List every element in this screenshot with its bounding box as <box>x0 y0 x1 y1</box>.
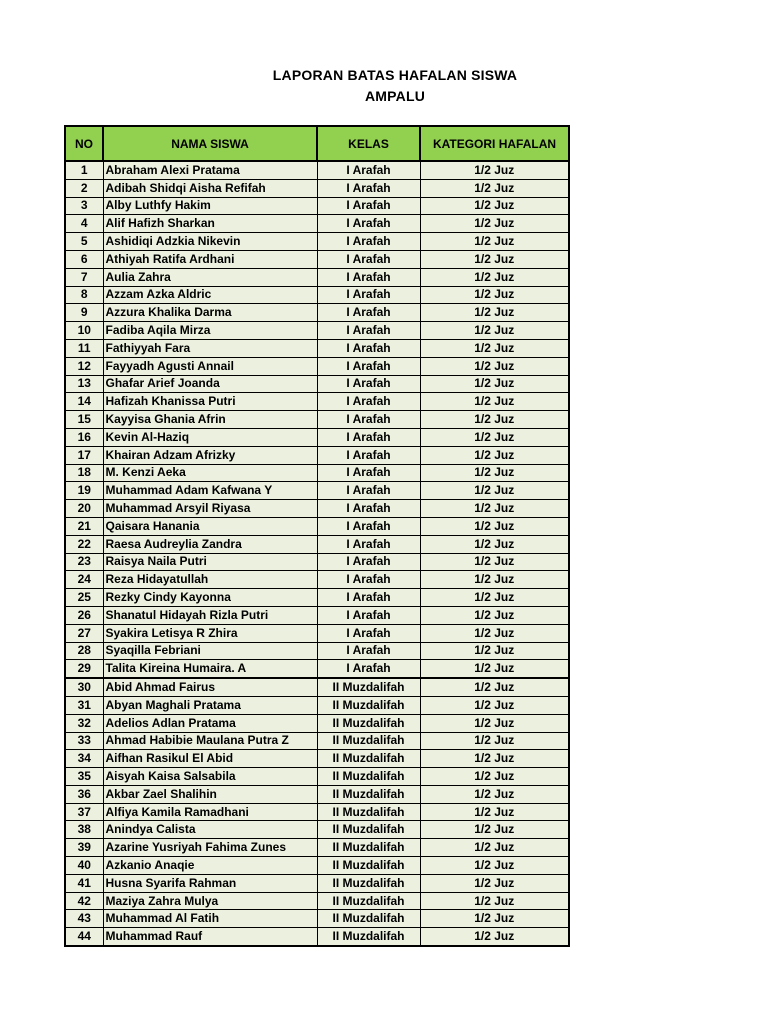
table-row <box>65 304 569 322</box>
cell-kelas: I Arafah <box>317 411 420 429</box>
cell-kategori: 1/2 Juz <box>420 446 569 464</box>
student-table <box>64 125 570 947</box>
cell-kelas: I Arafah <box>317 161 420 179</box>
table-row <box>65 517 569 535</box>
cell-no: 37 <box>65 803 103 821</box>
cell-nama: Ahmad Habibie Maulana Putra Z <box>103 732 317 750</box>
cell-kategori: 1/2 Juz <box>420 821 569 839</box>
cell-kelas: I Arafah <box>317 606 420 624</box>
cell-kategori: 1/2 Juz <box>420 500 569 518</box>
table-row <box>65 482 569 500</box>
cell-kategori: 1/2 Juz <box>420 535 569 553</box>
cell-no: 23 <box>65 553 103 571</box>
table-row <box>65 268 569 286</box>
cell-kategori: 1/2 Juz <box>420 874 569 892</box>
cell-kelas: II Muzdalifah <box>317 839 420 857</box>
cell-kelas: II Muzdalifah <box>317 696 420 714</box>
table-row <box>65 250 569 268</box>
cell-no: 5 <box>65 233 103 251</box>
table-header-row <box>65 126 569 161</box>
cell-kategori: 1/2 Juz <box>420 857 569 875</box>
cell-no: 3 <box>65 197 103 215</box>
cell-kategori: 1/2 Juz <box>420 785 569 803</box>
cell-kelas: II Muzdalifah <box>317 768 420 786</box>
cell-no: 35 <box>65 768 103 786</box>
cell-kelas: I Arafah <box>317 233 420 251</box>
table-row <box>65 161 569 179</box>
cell-kategori: 1/2 Juz <box>420 642 569 660</box>
cell-nama: Reza Hidayatullah <box>103 571 317 589</box>
cell-no: 39 <box>65 839 103 857</box>
cell-nama: Qaisara Hanania <box>103 517 317 535</box>
cell-no: 10 <box>65 322 103 340</box>
cell-kategori: 1/2 Juz <box>420 339 569 357</box>
cell-kelas: II Muzdalifah <box>317 857 420 875</box>
table-row <box>65 215 569 233</box>
cell-no: 19 <box>65 482 103 500</box>
table-row <box>65 750 569 768</box>
cell-kategori: 1/2 Juz <box>420 714 569 732</box>
table-row <box>65 393 569 411</box>
cell-nama: Azzam Azka Aldric <box>103 286 317 304</box>
table-row <box>65 322 569 340</box>
cell-nama: Ashidiqi Adzkia Nikevin <box>103 233 317 251</box>
cell-nama: Aisyah Kaisa Salsabila <box>103 768 317 786</box>
cell-nama: Fathiyyah Fara <box>103 339 317 357</box>
cell-kategori: 1/2 Juz <box>420 839 569 857</box>
table-row <box>65 803 569 821</box>
cell-no: 4 <box>65 215 103 233</box>
cell-kelas: I Arafah <box>317 339 420 357</box>
cell-nama: Kevin Al-Haziq <box>103 428 317 446</box>
cell-nama: Abraham Alexi Pratama <box>103 161 317 179</box>
cell-nama: Fadiba Aqila Mirza <box>103 322 317 340</box>
header-no: NO <box>65 126 103 161</box>
table-row <box>65 928 569 946</box>
cell-kategori: 1/2 Juz <box>420 357 569 375</box>
cell-no: 14 <box>65 393 103 411</box>
cell-no: 9 <box>65 304 103 322</box>
table-row <box>65 732 569 750</box>
cell-no: 13 <box>65 375 103 393</box>
table-row <box>65 233 569 251</box>
table-row <box>65 197 569 215</box>
cell-no: 12 <box>65 357 103 375</box>
cell-kelas: I Arafah <box>317 500 420 518</box>
cell-nama: Muhammad Adam Kafwana Y <box>103 482 317 500</box>
cell-nama: Abyan Maghali Pratama <box>103 696 317 714</box>
header-kelas: KELAS <box>317 126 420 161</box>
cell-kategori: 1/2 Juz <box>420 304 569 322</box>
cell-kategori: 1/2 Juz <box>420 375 569 393</box>
cell-no: 43 <box>65 910 103 928</box>
table-row <box>65 553 569 571</box>
cell-kelas: I Arafah <box>317 464 420 482</box>
table-row <box>65 696 569 714</box>
cell-nama: Athiyah Ratifa Ardhani <box>103 250 317 268</box>
cell-kelas: I Arafah <box>317 268 420 286</box>
cell-no: 44 <box>65 928 103 946</box>
cell-no: 20 <box>65 500 103 518</box>
cell-nama: Talita Kireina Humaira. A <box>103 660 317 678</box>
cell-kelas: I Arafah <box>317 589 420 607</box>
cell-kelas: I Arafah <box>317 428 420 446</box>
cell-kategori: 1/2 Juz <box>420 589 569 607</box>
cell-kelas: I Arafah <box>317 322 420 340</box>
cell-nama: Kayyisa Ghania Afrin <box>103 411 317 429</box>
cell-kategori: 1/2 Juz <box>420 464 569 482</box>
cell-kategori: 1/2 Juz <box>420 660 569 678</box>
table-row <box>65 464 569 482</box>
table-body <box>65 161 569 946</box>
cell-nama: Ghafar Arief Joanda <box>103 375 317 393</box>
table-row <box>65 571 569 589</box>
cell-nama: Hafizah Khanissa Putri <box>103 393 317 411</box>
cell-nama: Alby Luthfy Hakim <box>103 197 317 215</box>
cell-kelas: II Muzdalifah <box>317 803 420 821</box>
cell-no: 41 <box>65 874 103 892</box>
cell-no: 8 <box>65 286 103 304</box>
cell-kategori: 1/2 Juz <box>420 910 569 928</box>
table-row <box>65 411 569 429</box>
cell-nama: Adibah Shidqi Aisha Refifah <box>103 179 317 197</box>
table-row <box>65 624 569 642</box>
table-row <box>65 500 569 518</box>
cell-kategori: 1/2 Juz <box>420 215 569 233</box>
cell-kelas: I Arafah <box>317 197 420 215</box>
cell-no: 11 <box>65 339 103 357</box>
cell-kategori: 1/2 Juz <box>420 233 569 251</box>
cell-nama: Azzura Khalika Darma <box>103 304 317 322</box>
cell-no: 36 <box>65 785 103 803</box>
table-row <box>65 339 569 357</box>
report-title: LAPORAN BATAS HAFALAN SISWA <box>272 67 518 83</box>
cell-kategori: 1/2 Juz <box>420 322 569 340</box>
cell-no: 18 <box>65 464 103 482</box>
cell-no: 28 <box>65 642 103 660</box>
cell-kategori: 1/2 Juz <box>420 696 569 714</box>
cell-kategori: 1/2 Juz <box>420 268 569 286</box>
cell-no: 31 <box>65 696 103 714</box>
cell-nama: Muhammad Rauf <box>103 928 317 946</box>
table-row <box>65 714 569 732</box>
table-row <box>65 857 569 875</box>
cell-no: 17 <box>65 446 103 464</box>
cell-kelas: I Arafah <box>317 482 420 500</box>
table-row <box>65 642 569 660</box>
cell-nama: Syakira Letisya R Zhira <box>103 624 317 642</box>
cell-kategori: 1/2 Juz <box>420 161 569 179</box>
cell-no: 34 <box>65 750 103 768</box>
cell-kategori: 1/2 Juz <box>420 517 569 535</box>
cell-kategori: 1/2 Juz <box>420 606 569 624</box>
cell-kelas: II Muzdalifah <box>317 910 420 928</box>
cell-no: 22 <box>65 535 103 553</box>
table-row <box>65 535 569 553</box>
cell-kelas: I Arafah <box>317 250 420 268</box>
cell-nama: Alif Hafizh Sharkan <box>103 215 317 233</box>
cell-nama: Abid Ahmad Fairus <box>103 678 317 696</box>
cell-nama: Shanatul Hidayah Rizla Putri <box>103 606 317 624</box>
cell-kelas: I Arafah <box>317 215 420 233</box>
cell-nama: Raisya Naila Putri <box>103 553 317 571</box>
cell-kategori: 1/2 Juz <box>420 286 569 304</box>
cell-nama: Adelios Adlan Pratama <box>103 714 317 732</box>
cell-kategori: 1/2 Juz <box>420 482 569 500</box>
cell-kategori: 1/2 Juz <box>420 250 569 268</box>
cell-nama: Khairan Adzam Afrizky <box>103 446 317 464</box>
cell-kategori: 1/2 Juz <box>420 803 569 821</box>
cell-kelas: II Muzdalifah <box>317 732 420 750</box>
cell-nama: Husna Syarifa Rahman <box>103 874 317 892</box>
cell-kelas: I Arafah <box>317 553 420 571</box>
cell-kelas: I Arafah <box>317 304 420 322</box>
table-row <box>65 660 569 678</box>
table-row <box>65 375 569 393</box>
cell-kelas: II Muzdalifah <box>317 821 420 839</box>
table-row <box>65 768 569 786</box>
cell-kelas: II Muzdalifah <box>317 892 420 910</box>
cell-no: 30 <box>65 678 103 696</box>
cell-kategori: 1/2 Juz <box>420 179 569 197</box>
cell-kategori: 1/2 Juz <box>420 732 569 750</box>
cell-no: 21 <box>65 517 103 535</box>
table-row <box>65 892 569 910</box>
cell-kategori: 1/2 Juz <box>420 411 569 429</box>
cell-no: 27 <box>65 624 103 642</box>
cell-nama: M. Kenzi Aeka <box>103 464 317 482</box>
cell-no: 6 <box>65 250 103 268</box>
cell-kategori: 1/2 Juz <box>420 571 569 589</box>
table-row <box>65 286 569 304</box>
table-row <box>65 874 569 892</box>
cell-no: 40 <box>65 857 103 875</box>
cell-nama: Anindya Calista <box>103 821 317 839</box>
table-row <box>65 428 569 446</box>
cell-nama: Rezky Cindy Kayonna <box>103 589 317 607</box>
cell-nama: Azkanio Anaqie <box>103 857 317 875</box>
table-row <box>65 910 569 928</box>
cell-kelas: I Arafah <box>317 624 420 642</box>
table-row <box>65 589 569 607</box>
cell-kelas: I Arafah <box>317 642 420 660</box>
cell-kelas: I Arafah <box>317 660 420 678</box>
cell-nama: Muhammad Al Fatih <box>103 910 317 928</box>
cell-no: 7 <box>65 268 103 286</box>
cell-no: 26 <box>65 606 103 624</box>
report-subtitle: AMPALU <box>364 88 426 104</box>
cell-kelas: II Muzdalifah <box>317 750 420 768</box>
cell-kategori: 1/2 Juz <box>420 750 569 768</box>
cell-nama: Aifhan Rasikul El Abid <box>103 750 317 768</box>
table-row <box>65 785 569 803</box>
cell-kelas: I Arafah <box>317 446 420 464</box>
cell-kelas: I Arafah <box>317 571 420 589</box>
cell-kategori: 1/2 Juz <box>420 428 569 446</box>
cell-nama: Raesa Audreylia Zandra <box>103 535 317 553</box>
header-kategori: KATEGORI HAFALAN <box>420 126 569 161</box>
cell-kategori: 1/2 Juz <box>420 928 569 946</box>
cell-kelas: II Muzdalifah <box>317 714 420 732</box>
cell-kategori: 1/2 Juz <box>420 197 569 215</box>
table-row <box>65 446 569 464</box>
table-row <box>65 839 569 857</box>
cell-kelas: I Arafah <box>317 375 420 393</box>
cell-nama: Maziya Zahra Mulya <box>103 892 317 910</box>
cell-nama: Syaqilla Febriani <box>103 642 317 660</box>
cell-kelas: I Arafah <box>317 286 420 304</box>
cell-nama: Alfiya Kamila Ramadhani <box>103 803 317 821</box>
cell-no: 38 <box>65 821 103 839</box>
cell-no: 1 <box>65 161 103 179</box>
table-row <box>65 678 569 696</box>
cell-kelas: I Arafah <box>317 179 420 197</box>
cell-kategori: 1/2 Juz <box>420 768 569 786</box>
cell-no: 15 <box>65 411 103 429</box>
cell-nama: Azarine Yusriyah Fahima Zunes <box>103 839 317 857</box>
cell-kelas: I Arafah <box>317 535 420 553</box>
cell-kelas: II Muzdalifah <box>317 928 420 946</box>
cell-nama: Fayyadh Agusti Annail <box>103 357 317 375</box>
table-row <box>65 179 569 197</box>
table-row <box>65 357 569 375</box>
cell-no: 16 <box>65 428 103 446</box>
cell-nama: Muhammad Arsyil Riyasa <box>103 500 317 518</box>
cell-kelas: I Arafah <box>317 357 420 375</box>
cell-kelas: I Arafah <box>317 393 420 411</box>
cell-no: 29 <box>65 660 103 678</box>
cell-no: 32 <box>65 714 103 732</box>
cell-no: 42 <box>65 892 103 910</box>
cell-no: 24 <box>65 571 103 589</box>
header-nama: NAMA SISWA <box>103 126 317 161</box>
cell-no: 25 <box>65 589 103 607</box>
cell-no: 2 <box>65 179 103 197</box>
cell-kategori: 1/2 Juz <box>420 393 569 411</box>
cell-kategori: 1/2 Juz <box>420 553 569 571</box>
cell-no: 33 <box>65 732 103 750</box>
cell-kelas: II Muzdalifah <box>317 874 420 892</box>
cell-kategori: 1/2 Juz <box>420 892 569 910</box>
cell-kelas: II Muzdalifah <box>317 785 420 803</box>
cell-kategori: 1/2 Juz <box>420 624 569 642</box>
table-row <box>65 606 569 624</box>
cell-nama: Aulia Zahra <box>103 268 317 286</box>
cell-nama: Akbar Zael Shalihin <box>103 785 317 803</box>
cell-kelas: I Arafah <box>317 517 420 535</box>
table-row <box>65 821 569 839</box>
cell-kelas: II Muzdalifah <box>317 678 420 696</box>
cell-kategori: 1/2 Juz <box>420 678 569 696</box>
